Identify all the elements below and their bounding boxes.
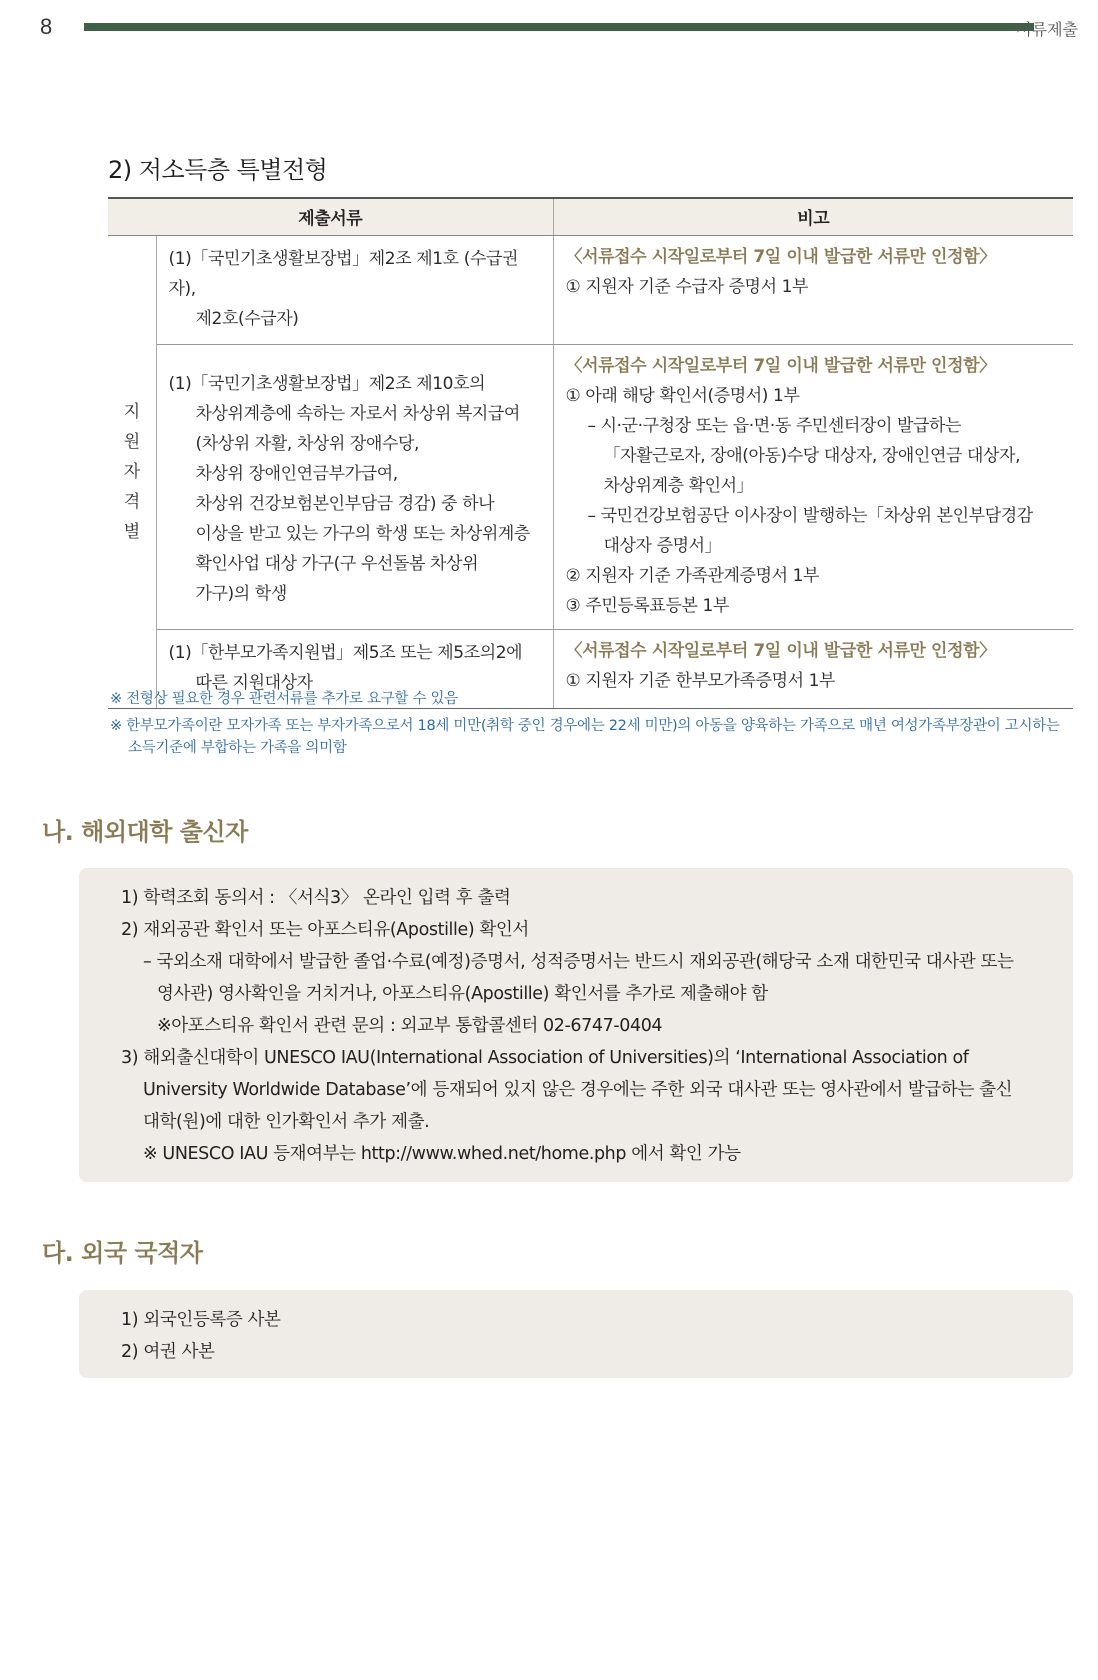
overseas-docs-box — [79, 868, 1073, 1182]
note-cell: 〈서류접수 시작일로부터 7일 이내 발급한 서류만 인정함〉 ① 지원자 기준 한부모가족증명서 1부 — [553, 629, 1073, 708]
table-row — [108, 235, 1073, 344]
section-heading-foreign: 다. 외국 국적자 — [42, 1239, 203, 1267]
section-title-low-income: 2) 저소득층 특별전형 — [108, 156, 328, 184]
doc-cell: (1)「국민기초생활보장법」제2조 제10호의 차상위계층에 속하는 자로서 차상위 복지급여 (차상위 자활, 차상위 장애수당, 차상위 장애인연금부가급여, 차상위 건강보험본인부담금 경감) 중 하나 이상을 받고 있는 가구의 학생 또는 차상위계층 확인사업 대상 가구(구 우선돌봄 차상위 가구)의 학생 — [156, 344, 553, 629]
list-item: 2) 여권 사본 — [121, 1342, 215, 1362]
row-group-label: 지 원 자 격 별 — [108, 235, 156, 708]
list-item: 2) 재외공관 확인서 또는 아포스티유(Apostille) 확인서 — [121, 920, 529, 940]
list-item: 대학(원)에 대한 인가확인서 추가 제출. — [143, 1112, 430, 1132]
footnote: ※ 한부모가족이란 모자가족 또는 부자가족으로서 18세 미만(취학 중인 경우에는 22세 미만)의 아동을 양육하는 가족으로 매년 여성가족부장관이 고시하는 소득기준에 부합하는 가족을 의미함 — [110, 718, 1060, 756]
header-section-title: 서류제출 — [1016, 20, 1078, 39]
note-cell: 〈서류접수 시작일로부터 7일 이내 발급한 서류만 인정함〉 ① 지원자 기준 수급자 증명서 1부 — [553, 235, 1073, 344]
list-item: 영사관) 영사확인을 거치거나, 아포스티유(Apostille) 확인서를 추가로 제출해야 함 — [157, 984, 768, 1004]
column-header-documents: 제출서류 — [108, 198, 553, 235]
note-cell: 〈서류접수 시작일로부터 7일 이내 발급한 서류만 인정함〉 ① 아래 해당 확인서(증명서) 1부 – 시·군·구청장 또는 읍·면·동 주민센터장이 발급하는 「자활근로자, 장애(아동)수당 대상자, 장애인연금 대상자, 차상위계층 확인서」 – 국민건강보험공단 이사장이 발행하는「차상위 본인부담경감 대상자 증명서」 ② 지원자 기준 가족관계증명서 1부 ③ 주민등록표등본 1부 — [553, 344, 1073, 629]
header-rule — [84, 23, 1034, 31]
list-item: University Worldwide Database’에 등재되어 있지 않은 경우에는 주한 외국 대사관 또는 영사관에서 발급하는 출신 — [143, 1080, 1013, 1100]
footnote: ※ 전형상 필요한 경우 관련서류를 추가로 요구할 수 있음 — [110, 691, 458, 707]
section-heading-overseas: 나. 해외대학 출신자 — [42, 818, 248, 846]
note-heading: 〈서류접수 시작일로부터 7일 이내 발급한 서류만 인정함〉 — [565, 355, 996, 376]
note-heading: 〈서류접수 시작일로부터 7일 이내 발급한 서류만 인정함〉 — [565, 640, 996, 661]
list-item: ※ UNESCO IAU 등재여부는 http://www.whed.net/home.php 에서 확인 가능 — [143, 1144, 741, 1164]
documents-table — [108, 197, 1073, 709]
foreign-docs-box — [79, 1290, 1073, 1378]
doc-cell: (1)「한부모가족지원법」제5조 또는 제5조의2에 따른 지원대상자 — [156, 629, 553, 708]
list-item: 3) 해외출신대학이 UNESCO IAU(International Association of Universities)의 ‘International Association of — [121, 1048, 969, 1068]
page-number: 8 — [40, 14, 53, 39]
page-header — [40, 14, 1078, 42]
list-item: 1) 외국인등록증 사본 — [121, 1310, 281, 1330]
list-item: ※아포스티유 확인서 관련 문의 : 외교부 통합콜센터 02-6747-0404 — [157, 1016, 663, 1036]
table-row — [108, 344, 1073, 629]
note-heading: 〈서류접수 시작일로부터 7일 이내 발급한 서류만 인정함〉 — [565, 246, 996, 267]
column-header-note: 비고 — [553, 198, 1073, 235]
doc-cell: (1)「국민기초생활보장법」제2조 제1호 (수급권자), 제2호(수급자) — [156, 235, 553, 344]
list-item: – 국외소재 대학에서 발급한 졸업·수료(예정)증명서, 성적증명서는 반드시 재외공관(해당국 소재 대한민국 대사관 또는 — [143, 952, 1014, 972]
list-item: 1) 학력조회 동의서 : 〈서식3〉 온라인 입력 후 출력 — [121, 888, 511, 908]
